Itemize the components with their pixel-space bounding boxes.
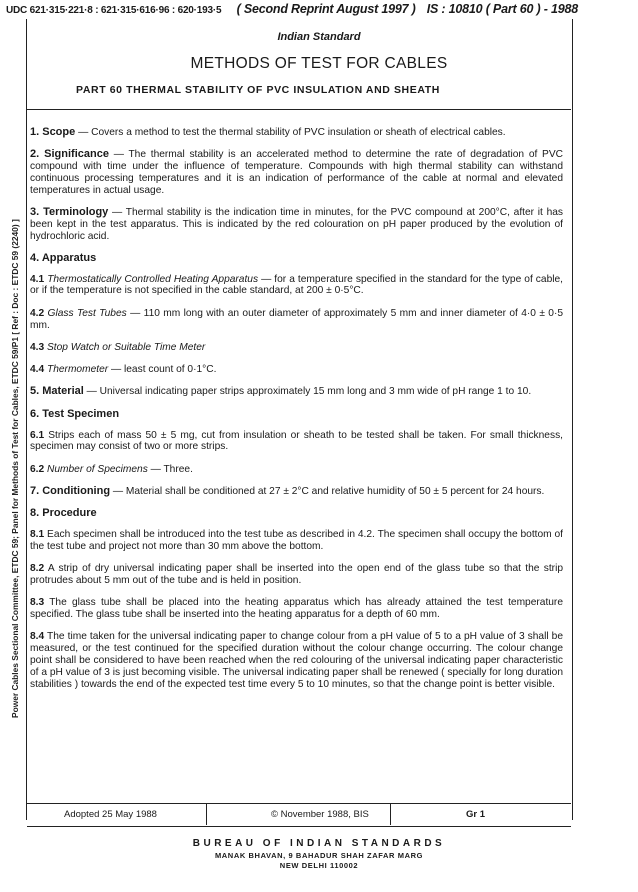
clause-number: 8.3 (30, 597, 45, 609)
clause-8-3 (30, 597, 563, 621)
clause-number: 8.2 (30, 563, 45, 575)
standard-number: IS : 10810 ( Part 60 ) - 1988 (426, 2, 578, 16)
section-apparatus-heading: 4. Apparatus (30, 251, 97, 264)
udc-header (6, 2, 634, 16)
reprint-note: ( Second Reprint August 1997 ) (236, 2, 416, 16)
publisher-address (0, 851, 638, 870)
clause-number: 6.2 (30, 463, 45, 475)
clause-number: 4.4 (30, 364, 45, 376)
text: — Thermal stability is the indication time in minutes, for the PVC compound at 200°C, after it has been kept in the test apparatus. This is indicated by the red colouration on pH paper produced by the evolution of hydrochloric acid. (30, 206, 563, 242)
clause-4-2 (30, 308, 563, 332)
section-scope (30, 127, 563, 139)
clause-number: 8.1 (30, 529, 45, 541)
text: — 110 mm long with an outer diameter of approximately 5 mm and inner diameter of 4·0 ± 0·5 mm. (30, 307, 564, 331)
part-title: PART 60 THERMAL STABILITY OF PVC INSULATION AND SHEATH (76, 84, 440, 96)
clause-number: 4.2 (30, 307, 45, 319)
clause-number: 4.1 (30, 273, 45, 285)
section-test-specimen-heading: 6. Test Specimen (30, 407, 120, 420)
heading: 3. Terminology (30, 205, 109, 218)
clause-term: Thermostatically Controlled Heating Apparatus (44, 273, 259, 285)
text: — Covers a method to test the thermal stability of PVC insulation or sheath of electrical cables. (75, 127, 506, 138)
section-procedure-heading: 8. Procedure (30, 507, 97, 520)
heading: 5. Material (30, 385, 84, 398)
text: — Material shall be conditioned at 27 ± 2°C and relative humidity of 50 ± 5 percent for 24 hours. (110, 485, 545, 497)
copyright-notice: © November 1988, BIS (271, 809, 369, 820)
footer-divider (390, 803, 391, 825)
heading: 2. Significance (30, 148, 109, 161)
section-significance (30, 149, 563, 196)
footer-bar (26, 803, 573, 825)
clause-4-1 (30, 274, 563, 298)
clause-8-4 (30, 631, 563, 690)
text: The time taken for the universal indicating paper to change colour from a pH value of 5 to a pH value of 3 shall be measured, or the test continued for the specified duration without the colour change occurring. The colour change point shall be considered to have been reached when the red colouring of the universal indicating paper characteristic of a pH value of 3 is just becoming visible. The universal indicating paper shall be renewed ( specially for long duration stabilities ) towards the end of the expected test time every 5 to 10 minutes, so that the change point is better visible. (30, 631, 563, 690)
text: The glass tube shall be placed into the heating apparatus which has already attained the test temperature specified. The glass tube shall be inserted into the heating apparatus for a depth of 60 mm. (30, 597, 563, 621)
text: — Universal indicating paper strips approximately 15 mm long and 3 mm wide of pH range 1 to 10. (83, 386, 532, 398)
heading: 7. Conditioning (30, 484, 111, 497)
section-conditioning (30, 486, 563, 498)
clause-6-1 (30, 430, 563, 454)
title-rule (27, 109, 571, 110)
udc-codes: UDC 621·315·221·8 : 621·315·616·96 : 620·193·5 (6, 5, 222, 16)
footer-bottom-rule (27, 826, 571, 827)
clause-6-2 (30, 464, 563, 476)
section-terminology (30, 207, 563, 242)
clause-term: Stop Watch or Suitable Time Meter (44, 341, 206, 353)
heading: 1. Scope (30, 126, 76, 138)
text: A strip of dry universal indicating paper shall be inserted into the open end of the glass tube so that the strip protrudes about 5 mm out of the tube and is held in position. (30, 563, 563, 586)
clause-number: 6.1 (30, 429, 45, 441)
clause-term: Glass Test Tubes (44, 307, 127, 319)
clause-number: 4.3 (30, 341, 45, 353)
text: — The thermal stability is an accelerated method to determine the rate of degradation of PVC compound with time under the influence of temperature. Compounds with high thermal stability can withstand continuous processing temperatures and it is an indication of performance of the cable at normal and elevated temperatures in actual usage. (30, 149, 564, 196)
price-group: Gr 1 (466, 809, 486, 820)
document-title: METHODS OF TEST FOR CABLES (190, 55, 448, 72)
side-committee-text: Power Cables Sectional Committee, ETDC 59; Panel for Methods of Test for Cables, ETDC 59/P1 [ Ref : Doc : ETDC 59 (2240) ] (10, 219, 20, 718)
document-body (30, 127, 563, 701)
clause-8-2 (30, 563, 563, 587)
clause-term: Number of Specimens (44, 463, 148, 475)
text: — for a temperature specified in the standard for the type of cable, or if the temperature is not specified in the cable standard, at 200 ± 0·5°C. (30, 273, 563, 297)
clause-4-4 (30, 364, 563, 376)
clause-number: 8.4 (30, 631, 45, 643)
section-material (30, 386, 563, 398)
publisher-name: BUREAU OF INDIAN STANDARDS (192, 838, 446, 849)
clause-term: Thermometer (44, 364, 109, 376)
address-line: NEW DELHI 110002 (279, 860, 359, 870)
text: — least count of 0·1°C. (108, 364, 217, 376)
footer-divider (206, 803, 207, 825)
address-line: MANAK BHAVAN, 9 BAHADUR SHAH ZAFAR MARG (214, 851, 424, 860)
adopted-date: Adopted 25 May 1988 (64, 809, 157, 820)
standard-label: Indian Standard (277, 31, 361, 43)
text: Each specimen shall be introduced into the test tube as described in 4.2. The specimen shall occupy the bottom of the test tube and project not more than 30 mm above the bottom. (30, 529, 563, 552)
clause-4-3 (30, 342, 563, 354)
clause-8-1 (30, 529, 563, 553)
text: — Three. (147, 463, 193, 475)
text: Strips each of mass 50 ± 5 mg, cut from insulation or sheath to be tested shall be taken. For small thickness, specimen may consist of two or more strips. (30, 429, 563, 453)
